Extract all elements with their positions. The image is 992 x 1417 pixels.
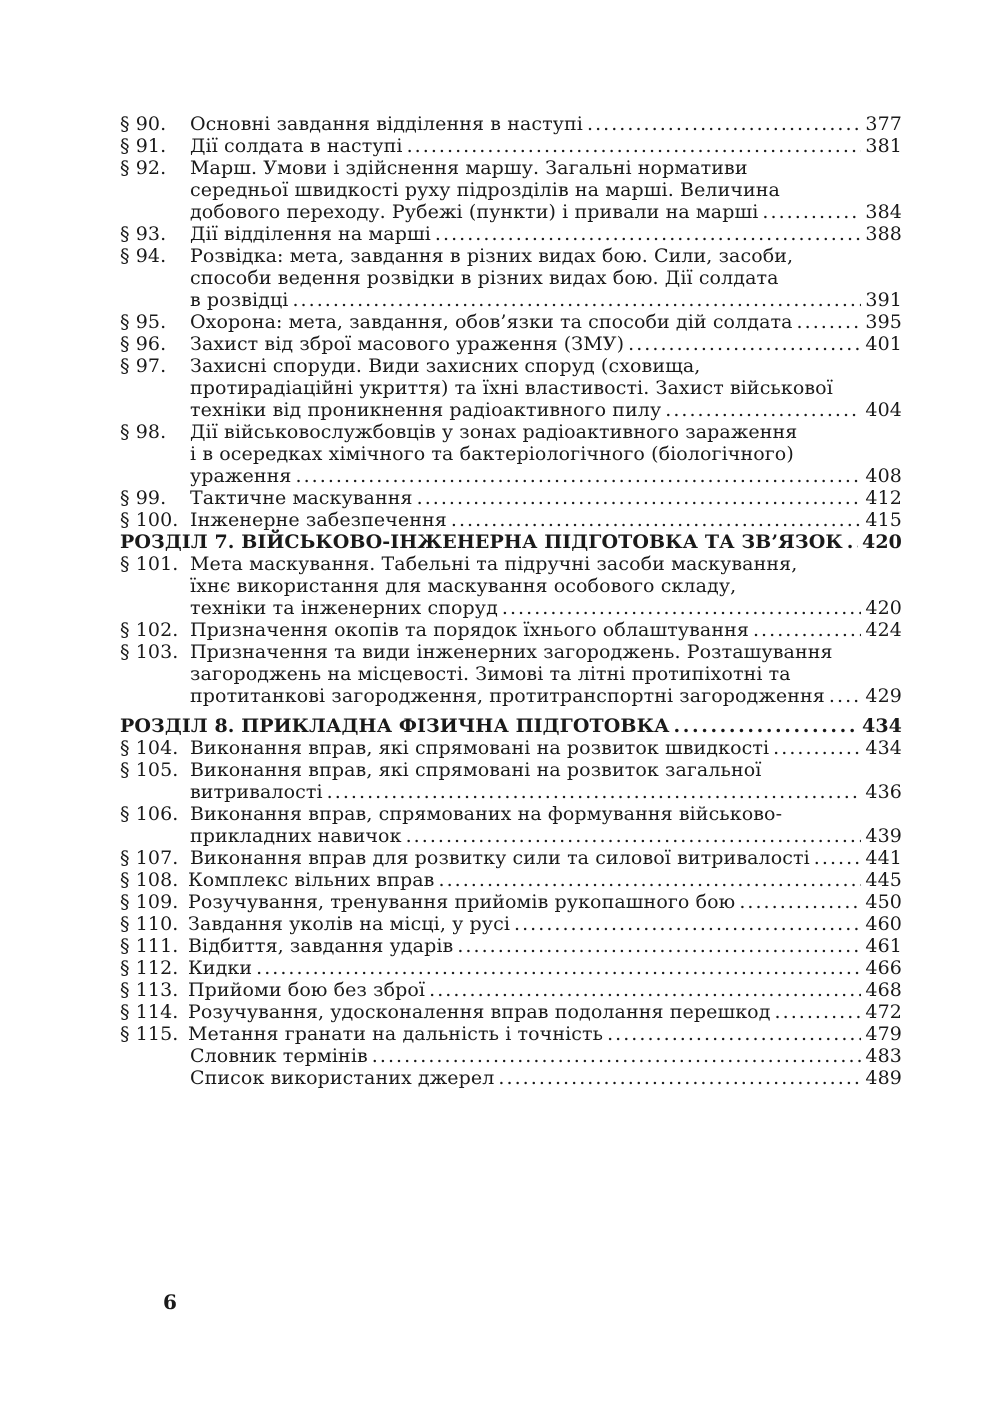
toc-entry (120, 935, 902, 957)
entry-final-line (190, 781, 902, 803)
toc-entry (120, 223, 902, 245)
page-ref: 472 (865, 1001, 902, 1023)
entry-number: § 100. (120, 509, 179, 531)
dot-leader (417, 487, 862, 509)
toc-entry (120, 891, 902, 913)
entry-line: загороджень на місцевості. Зимові та літні протипіхотні та (190, 663, 791, 685)
page-ref: 395 (865, 311, 902, 333)
entry-final-line (190, 223, 902, 245)
entry-final-line (190, 847, 902, 869)
entry-body (190, 135, 902, 157)
dot-leader (457, 935, 861, 957)
entry-body (190, 355, 902, 421)
entry-title: Словник термінів (190, 1045, 368, 1067)
dot-leader (407, 135, 862, 157)
page-ref: 401 (865, 333, 902, 355)
page-ref: 412 (865, 487, 902, 509)
page-ref: 483 (865, 1045, 902, 1067)
page-ref: 388 (865, 223, 902, 245)
entry-number: § 105. (120, 759, 179, 781)
toc-entry (120, 135, 902, 157)
entry-number: § 110. (120, 913, 179, 935)
page-ref: 429 (865, 685, 902, 707)
entry-number: § 102. (120, 619, 179, 641)
page-ref: 404 (865, 399, 902, 421)
toc-entry (120, 847, 902, 869)
page-ref: 434 (862, 715, 902, 737)
entry-body (190, 311, 902, 333)
entry-number: § 107. (120, 847, 179, 869)
entry-title: Захист від зброї масового ураження (ЗМУ) (190, 333, 625, 355)
toc-entry (120, 913, 902, 935)
entry-title: Список використаних джерел (190, 1067, 495, 1089)
dot-leader (665, 399, 861, 421)
entry-number: § 103. (120, 641, 179, 663)
page-ref: 391 (865, 289, 902, 311)
page-ref: 424 (865, 619, 902, 641)
entry-number (120, 1067, 190, 1089)
entry-number: § 114. (120, 1001, 179, 1023)
entry-title: Призначення окопів та порядок їхнього облаштування (190, 619, 749, 641)
entry-body (190, 157, 902, 223)
page-ref: 466 (865, 957, 902, 979)
entry-line: Виконання вправ, спрямованих на формування військово- (190, 803, 783, 825)
entry-body (190, 1045, 902, 1067)
toc-entry (120, 759, 902, 803)
entry-body (190, 487, 902, 509)
entry-line: і в осередках хімічного та бактеріологічного (біологічного) (190, 443, 794, 465)
dot-leader (296, 465, 862, 487)
dot-leader (327, 781, 862, 803)
page-ref: 445 (865, 869, 902, 891)
page-ref: 420 (862, 531, 902, 553)
entry-line: Захисні споруди. Види захисних споруд (сховища, (190, 355, 701, 377)
entry-body (188, 869, 902, 891)
toc-entry (120, 737, 902, 759)
page-ref: 381 (865, 135, 902, 157)
entry-body (190, 803, 902, 847)
toc-entry (120, 509, 902, 531)
entry-body (190, 553, 902, 619)
entry-final-line (188, 891, 902, 913)
page-ref: 489 (865, 1067, 902, 1089)
toc-entry (120, 421, 902, 487)
entry-number: § 93. (120, 223, 167, 245)
page-ref: 384 (865, 201, 902, 223)
dot-leader (829, 685, 862, 707)
entry-final-line (190, 1045, 902, 1067)
entry-body (188, 891, 902, 913)
entry-title: Прийоми бою без зброї (188, 979, 426, 1001)
entry-line: середньої швидкості руху підрозділів на марші. Величина (190, 179, 780, 201)
entry-title: Розучування, удосконалення вправ подолання перешкод (188, 1001, 771, 1023)
entry-body (190, 759, 902, 803)
entry-body (190, 421, 902, 487)
entry-number: § 95. (120, 311, 167, 333)
entry-number: § 115. (120, 1023, 179, 1045)
entry-body (188, 979, 902, 1001)
entry-title: Основні завдання відділення в наступі (190, 113, 583, 135)
entry-final-line (190, 113, 902, 135)
entry-line: Дії військовослужбовців у зонах радіоактивного зараження (190, 421, 798, 443)
entry-number (120, 1045, 190, 1067)
entry-number: § 99. (120, 487, 167, 509)
dot-leader (429, 979, 861, 1001)
toc-entry (120, 157, 902, 223)
dot-leader (762, 201, 861, 223)
entry-final-line (190, 399, 902, 421)
dot-leader (797, 311, 862, 333)
toc-entry (120, 245, 902, 311)
entry-number: § 90. (120, 113, 167, 135)
entry-line: Мета маскування. Табельні та підручні засоби маскування, (190, 553, 798, 575)
toc-entry (120, 979, 902, 1001)
page-ref: 436 (865, 781, 902, 803)
entry-line: Призначення та види інженерних загороджень. Розташування (190, 641, 833, 663)
toc-entry (120, 1023, 902, 1045)
section-title: РОЗДІЛ 7. ВІЙСЬКОВО-ІНЖЕНЕРНА ПІДГОТОВКА ТА ЗВ’ЯЗОК (120, 531, 843, 553)
entry-number: § 104. (120, 737, 179, 759)
entry-number: § 108. (120, 869, 179, 891)
entry-final-line (190, 597, 902, 619)
entry-line: Виконання вправ, які спрямовані на розвиток загальної (190, 759, 762, 781)
entry-number: § 111. (120, 935, 179, 957)
dot-leader (847, 531, 858, 553)
entry-final-line (190, 825, 902, 847)
entry-body (190, 1067, 902, 1089)
entry-title: Тактичне маскування (190, 487, 413, 509)
dot-leader (256, 957, 861, 979)
dot-leader (628, 333, 861, 355)
entry-final-line (190, 333, 902, 355)
entry-final-line (190, 685, 902, 707)
page-ref: 450 (865, 891, 902, 913)
entry-line: протирадіаційні укриття) та їхні властивості. Захист військової (190, 377, 833, 399)
page-ref: 439 (865, 825, 902, 847)
page-ref: 441 (865, 847, 902, 869)
toc-entry (120, 487, 902, 509)
entry-final-line (190, 311, 902, 333)
toc-entry (120, 333, 902, 355)
page-ref: 461 (865, 935, 902, 957)
entry-body (188, 1001, 902, 1023)
dot-leader (607, 1023, 861, 1045)
toc-entry (120, 869, 902, 891)
entry-body (190, 847, 902, 869)
entry-final-line (188, 913, 902, 935)
entry-body (190, 113, 902, 135)
entry-final-line (190, 135, 902, 157)
dot-leader (498, 1067, 861, 1089)
entry-body (190, 333, 902, 355)
page-ref: 468 (865, 979, 902, 1001)
entry-body (190, 245, 902, 311)
dot-leader (438, 869, 861, 891)
entry-final-line (190, 619, 902, 641)
entry-number: § 113. (120, 979, 179, 1001)
toc-entry (120, 1045, 902, 1067)
entry-line: Марш. Умови і здійснення маршу. Загальні нормативи (190, 157, 748, 179)
entry-body (188, 957, 902, 979)
entry-title: техніки та інженерних споруд (190, 597, 498, 619)
entry-number: § 98. (120, 421, 167, 443)
entry-final-line (190, 509, 902, 531)
page-ref: 434 (865, 737, 902, 759)
entry-title: в розвідці (190, 289, 289, 311)
entry-final-line (188, 1001, 902, 1023)
entry-title: добового переходу. Рубежі (пункти) і привали на марші (190, 201, 759, 223)
entry-number: § 96. (120, 333, 167, 355)
entry-body (190, 619, 902, 641)
entry-number: § 106. (120, 803, 179, 825)
entry-line: їхнє використання для маскування особового складу, (190, 575, 737, 597)
dot-leader (739, 891, 861, 913)
entry-line: способи ведення розвідки в різних видах бою. Дії солдата (190, 267, 779, 289)
dot-leader (775, 1001, 862, 1023)
entry-number: § 101. (120, 553, 179, 575)
dot-leader (502, 597, 862, 619)
entry-title: Метання гранати на дальність і точність (188, 1023, 604, 1045)
dot-leader (292, 289, 861, 311)
entry-final-line (190, 487, 902, 509)
entry-title: Інженерне забезпечення (190, 509, 447, 531)
dot-leader (451, 509, 862, 531)
dot-leader (406, 825, 862, 847)
toc-entry (120, 553, 902, 619)
entry-number: § 112. (120, 957, 179, 979)
entry-title: Охорона: мета, завдання, обов’язки та способи дій солдата (190, 311, 793, 333)
entry-final-line (190, 289, 902, 311)
toc-entry (120, 311, 902, 333)
page-ref: 377 (865, 113, 902, 135)
entry-body (190, 641, 902, 707)
entry-title: Дії відділення на марші (190, 223, 431, 245)
section-heading (120, 531, 902, 553)
page-number: 6 (163, 1290, 177, 1314)
entry-final-line (190, 1067, 902, 1089)
entry-number: § 91. (120, 135, 167, 157)
entry-final-line (188, 935, 902, 957)
dot-leader (814, 847, 862, 869)
entry-title: Відбиття, завдання ударів (188, 935, 454, 957)
dot-leader (372, 1045, 862, 1067)
entry-line: Розвідка: мета, завдання в різних видах бою. Сили, засоби, (190, 245, 794, 267)
section-title: РОЗДІЛ 8. ПРИКЛАДНА ФІЗИЧНА ПІДГОТОВКА (120, 715, 670, 737)
toc-entry (120, 1001, 902, 1023)
page-ref: 479 (865, 1023, 902, 1045)
entry-final-line (188, 869, 902, 891)
entry-body (190, 737, 902, 759)
entry-number: § 109. (120, 891, 179, 913)
entry-number: § 94. (120, 245, 167, 267)
entry-title: техніки від проникнення радіоактивного пилу (190, 399, 662, 421)
entry-title: Дії солдата в наступі (190, 135, 403, 157)
entry-number: § 92. (120, 157, 167, 179)
toc-entry (120, 355, 902, 421)
page-ref: 460 (865, 913, 902, 935)
entry-body (188, 913, 902, 935)
dot-leader (514, 913, 861, 935)
toc-entry (120, 957, 902, 979)
entry-final-line (190, 465, 902, 487)
entry-title: протитанкові загородження, протитранспортні загородження (190, 685, 825, 707)
page-ref: 420 (865, 597, 902, 619)
entry-title: витривалості (190, 781, 323, 803)
table-of-contents (120, 113, 902, 1089)
entry-title: прикладних навичок (190, 825, 402, 847)
dot-leader (753, 619, 861, 641)
entry-final-line (188, 957, 902, 979)
toc-entry (120, 619, 902, 641)
dot-leader (773, 737, 861, 759)
dot-leader (435, 223, 862, 245)
entry-title: ураження (190, 465, 292, 487)
toc-entry (120, 803, 902, 847)
entry-body (188, 1023, 902, 1045)
toc-entry (120, 113, 902, 135)
page-ref: 408 (865, 465, 902, 487)
entry-title: Кидки (188, 957, 253, 979)
entry-title: Завдання уколів на місці, у русі (188, 913, 510, 935)
entry-title: Розучування, тренування прийомів рукопашного бою (188, 891, 736, 913)
entry-number: § 97. (120, 355, 167, 377)
dot-leader (587, 113, 861, 135)
entry-title: Виконання вправ, які спрямовані на розвиток швидкості (190, 737, 770, 759)
entry-final-line (188, 1023, 902, 1045)
entry-final-line (188, 979, 902, 1001)
entry-title: Комплекс вільних вправ (188, 869, 435, 891)
section-heading (120, 715, 902, 737)
page-ref: 415 (865, 509, 902, 531)
dot-leader (674, 715, 859, 737)
entry-final-line (190, 737, 902, 759)
entry-body (190, 223, 902, 245)
entry-body (190, 509, 902, 531)
entry-body (188, 935, 902, 957)
entry-title: Виконання вправ для розвитку сили та силової витривалості (190, 847, 810, 869)
entry-final-line (190, 201, 902, 223)
toc-entry (120, 641, 902, 707)
toc-entry (120, 1067, 902, 1089)
